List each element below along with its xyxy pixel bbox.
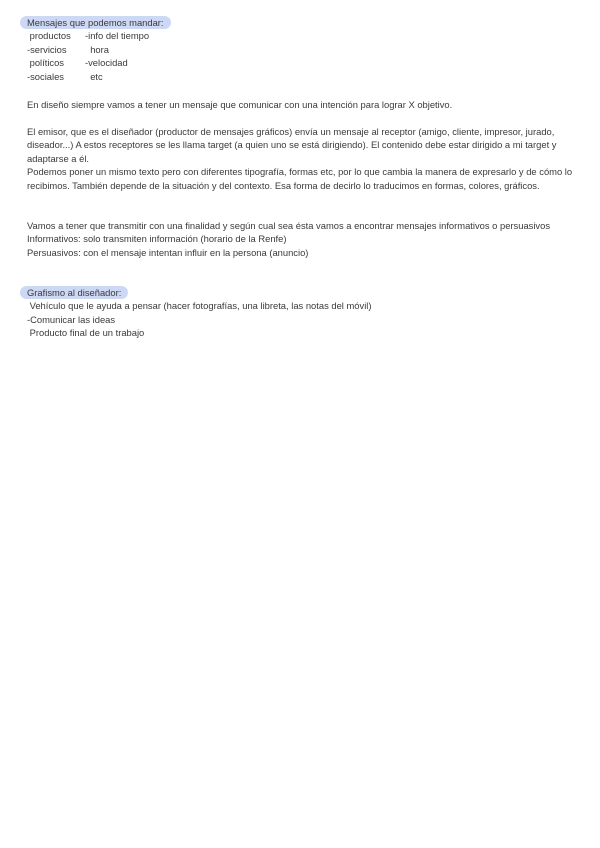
paragraph-emitter bbox=[27, 125, 575, 192]
list-item: -sociales bbox=[27, 70, 64, 82]
paragraph: Persuasivos: con el mensaje intentan influir en la persona (anuncio) bbox=[27, 246, 309, 258]
list-item: etc bbox=[85, 70, 103, 82]
list-item: -velocidad bbox=[85, 57, 128, 69]
section-messages bbox=[27, 16, 575, 83]
paragraph: En diseño siempre vamos a tener un mensaje que comunicar con una intención para lograr X objetivo. bbox=[27, 99, 453, 110]
paragraph-intention bbox=[27, 98, 575, 111]
list-item: productos bbox=[27, 30, 71, 42]
list-item: Producto final de un trabajo bbox=[27, 327, 145, 339]
list-item: -Comunicar las ideas bbox=[27, 313, 116, 325]
list-item: -info del tiempo bbox=[85, 30, 150, 42]
section-grafismo bbox=[27, 286, 575, 340]
paragraph: Podemos poner un mismo texto pero con diferentes tipografía, formas etc, por lo que cambia la manera de expresarlo y de cómo lo recibimos. También depende de la situación y del contexto. Esa forma de decirlo lo traducimos en formas, colores, gráficos. bbox=[27, 166, 573, 191]
section-heading-grafismo: Grafismo al diseñador: bbox=[20, 286, 128, 299]
paragraph: El emisor, que es el diseñador (productor de mensajes gráficos) envía un mensaje al receptor (amigo, cliente, impresor, jurado, diseador...) A estos receptores se les llama target (a quien uno se está dirigiendo). El contenido debe estar dirigido a mi target y adaptarse a él. bbox=[27, 126, 557, 164]
messages-list bbox=[27, 29, 575, 83]
list-item: hora bbox=[85, 43, 109, 55]
paragraph: Vamos a tener que transmitir con una finalidad y según cual sea ésta vamos a encontrar mensajes informativos o persuasivos bbox=[27, 220, 551, 231]
list-item: Vehículo que le ayuda a pensar (hacer fotografías, una libreta, las notas del móvil) bbox=[27, 300, 372, 312]
section-heading-messages: Mensajes que podemos mandar: bbox=[20, 16, 171, 29]
list-item: -servicios bbox=[27, 43, 67, 55]
paragraph: Informativos: solo transmiten información (horario de la Renfe) bbox=[27, 233, 287, 245]
list-item: políticos bbox=[27, 57, 64, 69]
paragraph-purpose bbox=[27, 219, 575, 259]
